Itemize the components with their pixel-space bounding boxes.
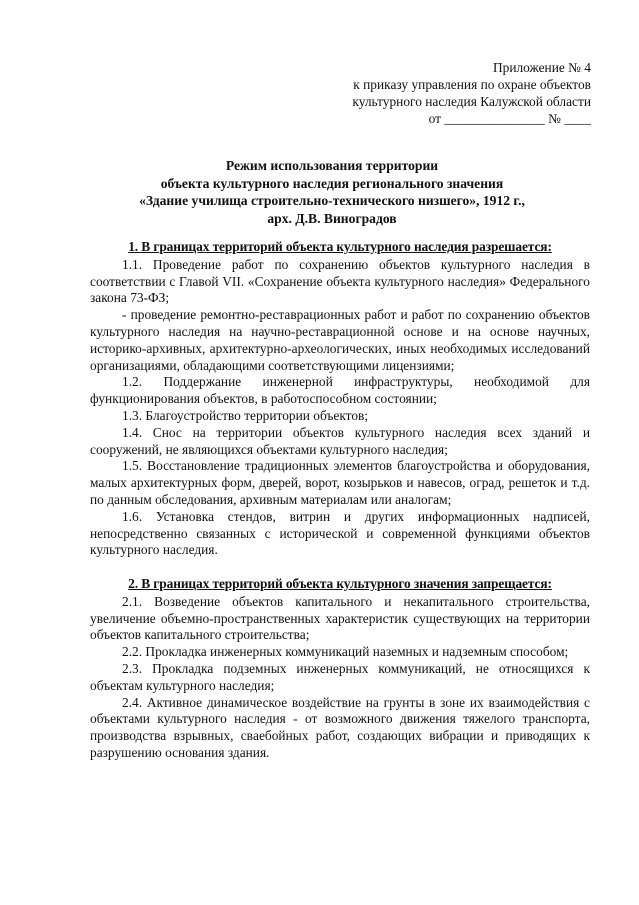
permitted-item-1-6: 1.6. Установка стендов, витрин и других информационных надписей, непосредственно связанных с исторической и современной функциями объектов культурного наследия. (90, 508, 590, 558)
prohibited-item-2-2: 2.2. Прокладка инженерных коммуникаций наземных и надземным способом; (122, 644, 569, 660)
title-line-1: Режим использования территории (225, 158, 439, 173)
prohibited-item-2-3: 2.3. Прокладка подземных инженерных коммуникаций, не относящихся к объектам культурного наследия; (90, 660, 590, 693)
prohibited-item-2-4: 2.4. Активное динамическое воздействие на грунты в зоне их взаимодействия с объектами культурного наследия - от возможного движения тяжелого транспорта, производства взрывных, свaебойных работ, создающих вибрации и приводящих к разрушению основания здания. (90, 694, 590, 760)
title-line-4: арх. Д.В. Виноградов (267, 210, 397, 226)
annex-authority-line: культурного наследия Калужской области (352, 93, 591, 109)
permitted-item-1-4: 1.4. Снос на территории объектов культурного наследия всех зданий и сооружений, не являющихся объектами культурного наследия; (90, 424, 590, 457)
section-prohibited (90, 576, 590, 762)
title-line-2: объекта культурного наследия регионального значения (160, 175, 504, 191)
permitted-item-1-3: 1.3. Благоустройство территории объектов; (122, 407, 369, 423)
document-title (60, 157, 604, 227)
annex-date-number-line: от _______________ № ____ (428, 110, 591, 126)
section-prohibited-heading: 2. В границах территорий объекта культурного значения запрещается: (128, 576, 552, 591)
annex-reference (291, 60, 591, 128)
section-permitted-heading: 1. В границах территорий объекта культурного наследия разрешается: (128, 239, 552, 254)
permitted-item-1-1-sub: - проведение ремонтно-реставрационных работ и работ по сохранению объектов культурного наследия на научно-реставрационной основе и на основе научных, историко-архивных, архитектурно-археологических, иных необходимых исследований организациями, обладающими соответствующими лицензиями; (90, 307, 590, 373)
permitted-item-1-1: 1.1. Проведение работ по сохранению объектов культурного наследия в соответствии с Главой VII. «Сохранение объекта культурного наследия» Федерального закона 73-ФЗ; (90, 256, 590, 306)
prohibited-item-2-1: 2.1. Возведение объектов капитального и некапитального строительства, увеличение объемно-пространственных характеристик существующих на территории объектов капитального строительства; (90, 593, 590, 643)
permitted-item-1-2: 1.2. Поддержание инженерной инфраструктуры, необходимой для функционирования объектов, в работоспособном состоянии; (90, 374, 590, 407)
permitted-item-1-5: 1.5. Восстановление традиционных элементов благоустройства и оборудования, малых архитектурных форм, дверей, ворот, козырьков и навесов, оград, решеток и т.д. по данным обследования, архивным материалам или аналогам; (90, 458, 590, 507)
annex-order-line: к приказу управления по охране объектов (353, 76, 591, 92)
annex-number: Приложение № 4 (492, 60, 591, 75)
title-line-3: «Здание училища строительно-технического низшего», 1912 г., (139, 193, 525, 209)
section-permitted (90, 239, 590, 559)
